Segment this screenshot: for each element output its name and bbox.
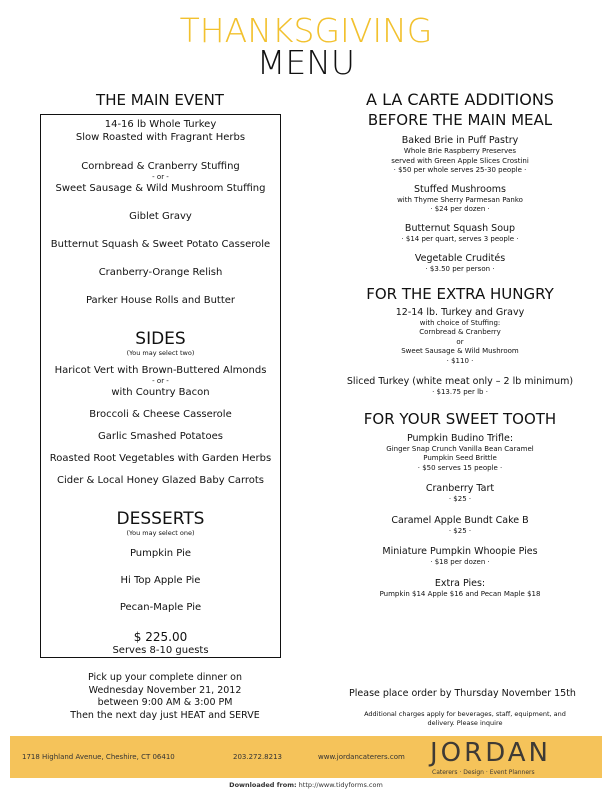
main-item-gravy: Giblet Gravy [129,211,192,222]
main-or-separator: - or - [152,173,169,181]
order-deadline: Please place order by Thursday November 15th [349,688,576,699]
package-price: $ 225.00 [133,630,188,644]
brie-price: · $50 per whole serves 25-30 people · [393,166,527,174]
footer-phone: 203.272.8213 [233,753,282,761]
pickup-line-4: Then the next day just HEAT and SERVE [70,709,260,721]
main-event-heading: THE MAIN EVENT [96,91,224,109]
side-item-roasted: Roasted Root Vegetables with Garden Herbs [49,453,272,464]
mushrooms-desc: with Thyme Sherry Parmesan Panko [397,195,523,204]
side-item-haricot: Haricot Vert with Brown-Buttered Almonds [54,365,267,376]
mushrooms-price: · $24 per dozen · [430,205,490,213]
budino-desc-1: Ginger Snap Crunch Vanilla Bean Caramel [386,444,534,453]
pickup-info [40,672,290,722]
brie-desc-1: Whole Brie Raspberry Preserves [403,147,517,155]
turkey-name: 12-14 lb. Turkey and Gravy [395,306,525,318]
pickup-line-1: Pick up your complete dinner on [87,672,243,683]
additional-line-1: Additional charges apply for beverages, staff, equipment, and [364,710,566,718]
footer-website[interactable]: www.jordancaterers.com [318,753,405,761]
mushrooms-name: Stuffed Mushrooms [414,183,506,195]
budino-price: · $50 serves 15 people · [417,463,503,472]
bundt-price: · $25 · [448,526,472,535]
main-item-sausage: Sweet Sausage & Wild Mushroom Stuffing [55,183,266,194]
desserts-note: (You may select one) [126,529,195,537]
sweet-tooth-heading: FOR YOUR SWEET TOOTH [363,409,557,428]
sliced-turkey-price: · $13.75 per lb · [432,388,488,396]
crudites-name: Vegetable Crudités [414,253,506,264]
desserts-section [40,509,281,657]
turkey-desc-1: with choice of Stuffing: [419,318,501,327]
extra-pies-desc: Pumpkin $14 Apple $16 and Pecan Maple $18 [379,589,541,598]
download-note [0,781,612,789]
brie-name: Baked Brie in Puff Pastry [401,135,519,146]
turkey-desc-2: Cornbread & Cranberry [419,328,501,336]
tart-name: Cranberry Tart [425,483,495,494]
sliced-turkey-name: Sliced Turkey (white meat only – 2 lb minimum) [346,376,574,387]
title-menu: MENU [256,43,356,82]
additional-line-2: delivery. Please inquire [427,718,503,727]
dessert-item-pecan: Pecan-Maple Pie [119,602,202,613]
side-item-bacon: with Country Bacon [111,387,210,398]
whoopie-price: · $18 per dozen · [430,558,490,566]
dessert-item-pumpkin: Pumpkin Pie [129,548,192,559]
a-la-carte-heading: A LA CARTE ADDITIONS [366,90,554,109]
package-serves: Serves 8-10 guests [112,645,209,656]
sides-section [40,329,281,487]
side-item-carrots: Cider & Local Honey Glazed Baby Carrots [56,475,265,486]
side-item-potatoes: Garlic Smashed Potatoes [98,431,223,442]
footer-address: 1718 Highland Avenue, Cheshire, CT 06410 [22,753,175,761]
before-main-heading: BEFORE THE MAIN MEAL [367,111,553,129]
main-item-cornbread: Cornbread & Cranberry Stuffing [81,161,240,172]
main-item-relish: Cranberry-Orange Relish [98,267,223,278]
sides-heading: SIDES [135,329,186,349]
turkey-price: · $110 · [446,356,474,365]
crudites-price: · $3.50 per person · [425,265,495,273]
logo-tagline: Caterers · Design · Event Planners [432,769,535,776]
download-url[interactable]: http://www.tidyforms.com [298,781,383,789]
budino-desc-2: Pumpkin Seed Brittle [423,454,497,462]
pickup-line-3: between 9:00 AM & 3:00 PM [97,697,233,708]
side-or-separator: - or - [152,377,169,385]
main-item-turkey: 14-16 lb Whole Turkey [104,119,217,130]
tart-price: · $25 · [448,495,472,503]
dessert-item-apple: Hi Top Apple Pie [120,575,201,586]
turkey-desc-3: or [456,337,464,346]
additional-charges [340,710,590,727]
side-item-broccoli: Broccoli & Cheese Casserole [89,409,232,420]
sides-note: (You may select two) [126,349,195,357]
jordan-logo: JORDAN [430,738,551,768]
budino-name: Pumpkin Budino Trifle: [406,432,514,444]
title-thanksgiving: THANKSGIVING [179,11,433,50]
pickup-line-2: Wednesday November 21, 2012 [88,684,242,696]
main-item-casserole: Butternut Squash & Sweet Potato Casserole [50,239,271,250]
extra-hungry-heading: FOR THE EXTRA HUNGRY [366,284,554,303]
desserts-heading: DESSERTS [116,509,205,529]
soup-price: · $14 per quart, serves 3 people · [401,234,519,243]
download-prefix: Downloaded from: [229,781,297,789]
whoopie-name: Miniature Pumpkin Whoopie Pies [382,546,538,557]
main-item-turkey-desc: Slow Roasted with Fragrant Herbs [75,132,246,143]
main-item-rolls: Parker House Rolls and Butter [85,295,236,306]
turkey-desc-4: Sweet Sausage & Wild Mushroom [401,347,519,355]
a-la-carte-section [330,91,590,599]
main-event-list [40,118,281,307]
extra-pies-name: Extra Pies: [434,577,486,589]
brie-desc-2: served with Green Apple Slices Crostini [391,156,529,165]
bundt-name: Caramel Apple Bundt Cake B [391,514,529,526]
soup-name: Butternut Squash Soup [404,222,516,234]
